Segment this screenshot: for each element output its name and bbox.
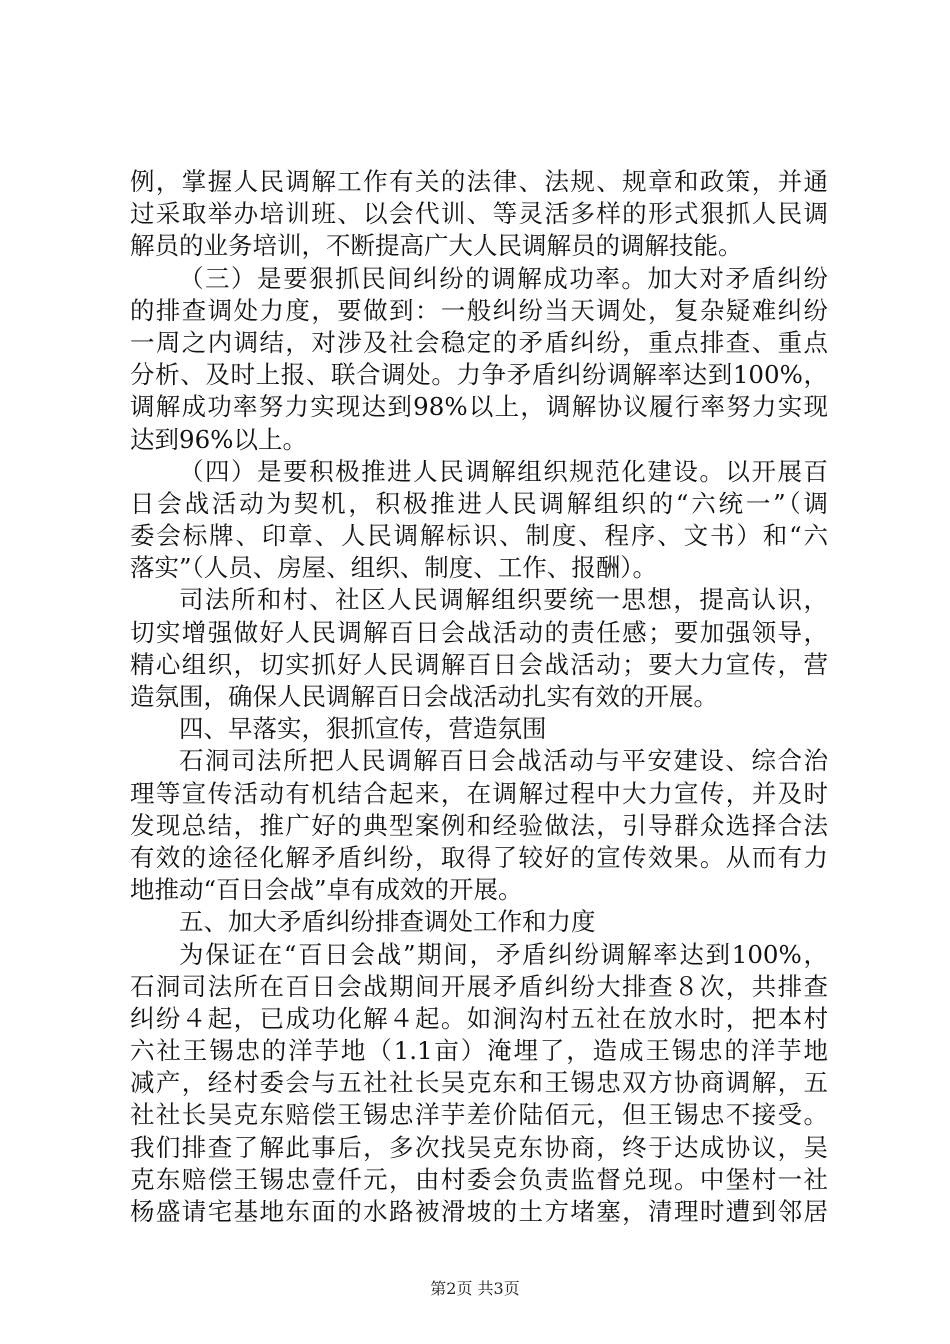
text-line: 切实增强做好人民调解百日会战活动的责任感；要加强领导， <box>130 617 828 647</box>
text-line: 纠纷４起，已成功化解４起。如涧沟村五社在放水时，把本村 <box>130 1003 828 1033</box>
text-line: 五、加大矛盾纠纷排查调处工作和力度 <box>179 907 596 937</box>
text-line: 减产，经村委会与五社社长吴克东和王锡忠双方协商调解，五 <box>130 1068 828 1098</box>
text-line: 精心组织，切实抓好人民调解百日会战活动；要大力宣传，营 <box>130 649 828 679</box>
page-footer: 第2页 共3页 <box>430 1279 520 1298</box>
text-line: 达到96%以上。 <box>130 424 307 454</box>
text-line: 六社王锡忠的洋芋地（1.1亩）淹埋了，造成王锡忠的洋芋地 <box>130 1036 828 1066</box>
text-line: 解员的业务培训，不断提高广大人民调解员的调解技能。 <box>130 231 743 261</box>
text-line: 四、早落实，狠抓宣传，营造氛围 <box>179 714 547 744</box>
text-line: 杨盛请宅基地东面的水路被滑坡的土方堵塞，清理时遭到邻居 <box>130 1197 828 1226</box>
text-line: 分析、及时上报、联合调处。力争矛盾纠纷调解率达到100%， <box>130 360 828 390</box>
text-line: 有效的途径化解矛盾纠纷，取得了较好的宣传效果。从而有力 <box>130 842 828 872</box>
text-line: 委会标牌、印章、人民调解标识、制度、程序、文书）和“六 <box>130 521 828 551</box>
document-body <box>130 166 828 1228</box>
text-line: 地推动“百日会战”卓有成效的开展。 <box>130 875 523 905</box>
text-line: 我们排查了解此事后，多次找吴克东协商，终于达成协议，吴 <box>130 1132 828 1162</box>
text-line: 克东赔偿王锡忠壹仟元，由村委会负责监督兑现。中堡村一社 <box>130 1164 828 1194</box>
text-line: 司法所和村、社区人民调解组织要统一思想，提高认识， <box>179 585 828 615</box>
text-line: 例，掌握人民调解工作有关的法律、法规、规章和政策，并通 <box>130 167 828 196</box>
text-line: 的排查调处力度，要做到：一般纠纷当天调处，复杂疑难纠纷 <box>130 295 828 325</box>
text-line: 过采取举办培训班、以会代训、等灵活多样的形式狠抓人民调 <box>130 199 828 229</box>
text-line: 日会战活动为契机，积极推进人民调解组织的“六统一”（调 <box>130 488 828 518</box>
text-line: 调解成功率努力实现达到98%以上，调解协议履行率努力实现 <box>130 392 828 422</box>
text-line: 为保证在“百日会战”期间，矛盾纠纷调解率达到100%， <box>179 939 828 969</box>
text-line: 理等宣传活动有机结合起来，在调解过程中大力宣传，并及时 <box>130 778 828 808</box>
text-line: 石洞司法所在百日会战期间开展矛盾纠纷大排查８次，共排查 <box>130 971 828 1001</box>
text-line: 造氛围，确保人民调解百日会战活动扎实有效的开展。 <box>130 682 718 711</box>
text-line: 石洞司法所把人民调解百日会战活动与平安建设、综合治 <box>179 746 828 776</box>
text-line: （四）是要积极推进人民调解组织规范化建设。以开展百 <box>179 456 828 486</box>
text-line: 一周之内调结，对涉及社会稳定的矛盾纠纷，重点排查、重点 <box>130 327 828 357</box>
text-line: 落实”（人员、房屋、组织、制度、工作、报酬）。 <box>130 553 658 583</box>
text-line: 发现总结，推广好的典型案例和经验做法，引导群众选择合法 <box>130 810 828 840</box>
text-line: 社社长吴克东赔偿王锡忠洋芋差价陆佰元，但王锡忠不接受。 <box>130 1100 828 1130</box>
text-line: （三）是要狠抓民间纠纷的调解成功率。加大对矛盾纠纷 <box>179 263 828 293</box>
